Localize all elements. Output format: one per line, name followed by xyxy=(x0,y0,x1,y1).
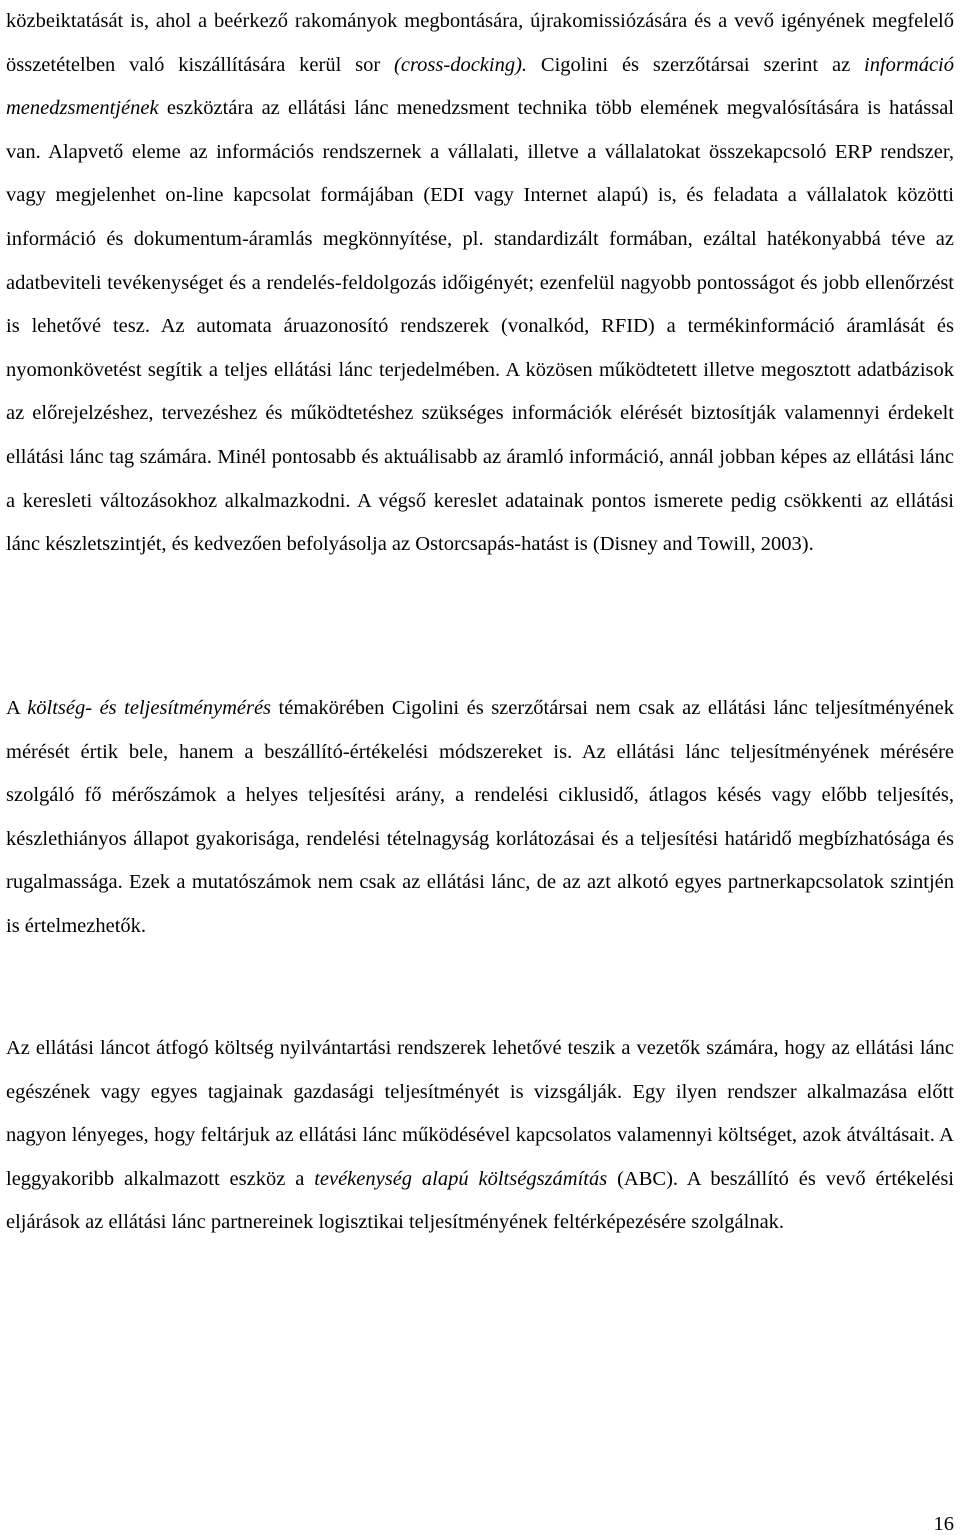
paragraph-segment-italic: információ menedzsmentjének xyxy=(6,53,954,120)
page-number: 16 xyxy=(933,1513,954,1535)
paragraph-cost-performance xyxy=(6,687,954,949)
paragraph-segment: Az ellátási láncot átfogó költség nyilvántartási rendszerek lehetővé teszik a vezetők számára, hogy az ellátási lánc egészének vagy egyes tagjainak gazdasági teljesítményét is vizsgálják. Egy ilyen rendszer alkalmazása előtt nagyon lényeges, hogy feltárjuk az ellátási lánc működésével kapcsolatos valamennyi költséget, azok átváltásait. A leggyakoribb alkalmazott eszköz a xyxy=(6,1037,954,1190)
paragraph-segment: témakörében Cigolini és szerzőtársai nem csak az ellátási lánc teljesítményének mérését értik bele, hanem a beszállító-értékelési módszereket is. Az ellátási lánc teljesítményének mérésére szolgáló fő mérőszámok a helyes teljesítési arány, a rendelési ciklusidő, átlagos késés vagy előbb teljesítés, készlethiányos állapot gyakorisága, rendelési tételnagyság korlátozásai és a teljesítési határidő megbízhatósága és rugalmassága. Ezek a mutatószámok nem csak az ellátási lánc, de az azt alkotó egyes partnerkapcsolatok szintjén is értelmezhetők. xyxy=(6,697,954,937)
paragraph-segment-italic: (cross-docking). xyxy=(394,53,528,76)
paragraph-information-management xyxy=(6,0,954,567)
paragraph-segment: közbeiktatását is, ahol a beérkező rakományok megbontására, újrakomissiózására és a vevő igényének megfelelő összetételben való kiszállítására kerül sor xyxy=(6,10,954,76)
paragraph-segment: Cigolini és szerzőtársai szerint az xyxy=(527,53,865,76)
paragraph-cost-accounting xyxy=(6,1027,954,1245)
paragraph-segment-italic: tevékenység alapú költségszámítás xyxy=(314,1167,608,1190)
paragraph-segment: A xyxy=(6,697,28,719)
paragraph-segment: eszköztára az ellátási lánc menedzsment technika több elemének megvalósítására is hatással van. Alapvető eleme az információs rendszernek a vállalati, illetve a vállalatokat összekapcsoló ERP rendszer, vagy megjelenhet on-line kapcsolat formájában (EDI vagy Internet alapú) is, és feladata a vállalatok közötti információ és dokumentum-áramlás megkönnyítése, pl. standardizált formában, ezáltal hatékonyabbá téve az adatbeviteli tevékenységet és a rendelés-feldolgozás időigényét; ezenfelül nagyobb pontosságot és jobb ellenőrzést is lehetővé tesz. Az automata áruazonosító rendszerek (vonalkód, RFID) a termékinformáció áramlását és nyomonkövetést segítik a teljes ellátási lánc terjedelmében. A közösen működtetett illetve megosztott adatbázisok az előrejelzéshez, tervezéshez és működtetéshez szükséges információk elérését biztosítják valamennyi érdekelt ellátási lánc tag számára. Minél pontosabb és aktuálisabb az áramló információ, annál jobban képes az ellátási lánc a keresleti változásokhoz alkalmazkodni. A végső kereslet adatainak pontos ismerete pedig csökkenti az ellátási lánc készletszintjét, és kedvezően befolyásolja az Ostorcsapás-hatást is (Disney and Towill, 2003). xyxy=(6,97,954,556)
paragraph-segment: (ABC). A beszállító és vevő értékelési eljárások az ellátási lánc partnereinek logisztikai teljesítményének feltérképezésére szolgálnak. xyxy=(6,1167,954,1234)
paragraph-segment-italic: költség- és teljesítménymérés xyxy=(27,697,272,719)
